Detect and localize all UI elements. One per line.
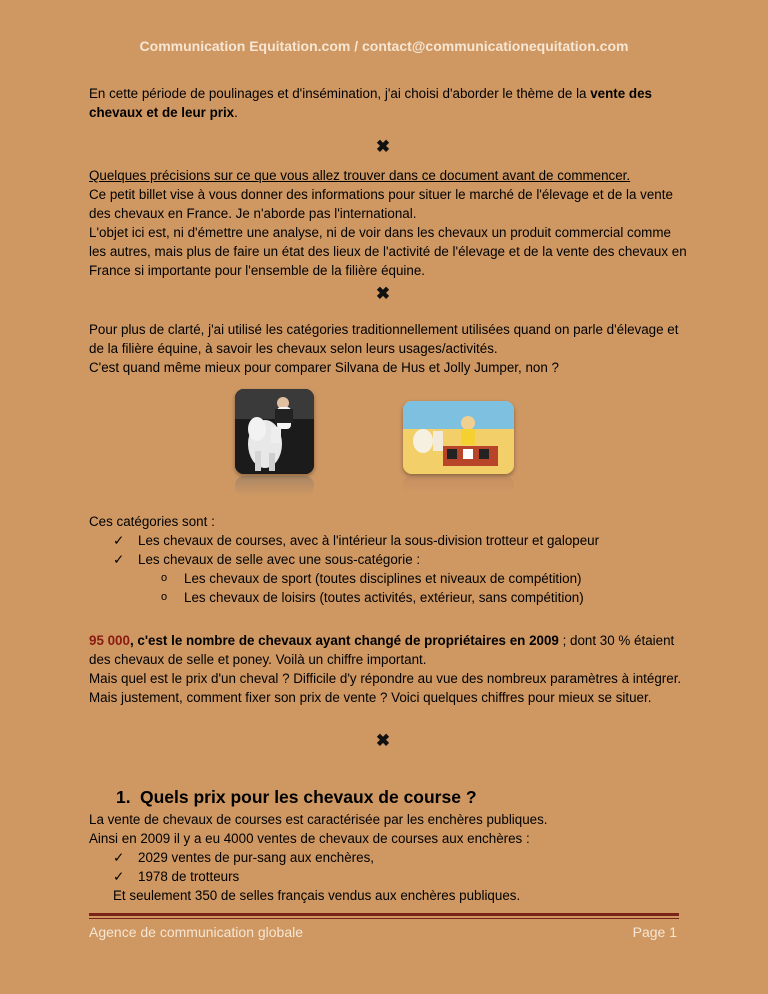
- intro-end: .: [234, 105, 238, 120]
- list-item: ✓ 2029 ventes de pur-sang aux enchères,: [113, 850, 374, 865]
- photo-reflection: [235, 476, 314, 496]
- section-title: Quels prix pour les chevaux de course ?: [140, 787, 477, 807]
- section1-p1: La vente de chevaux de courses est caractérisée par les enchères publiques.: [89, 812, 548, 827]
- checkmark-icon: ✓: [113, 869, 125, 884]
- page-header: Communication Equitation.com / contact@communicationequitation.com: [139, 38, 629, 54]
- clarity-p2: C'est quand même mieux pour comparer Silvana de Hus et Jolly Jumper, non ?: [89, 360, 559, 375]
- footer-page-number: Page 1: [632, 924, 677, 940]
- precisions-heading: Quelques précisions sur ce que vous allez trouver dans ce document avant de commencer.: [89, 168, 631, 183]
- precisions-p2: L'objet ici est, ni d'émettre une analyse, ni de voir dans les chevaux un produit commercial comme les autres, mais plus de faire un état des lieux de l'activité de l'élevage et de la vente des chevaux en France si importante pour l'ensemble de la filière équine.: [89, 225, 687, 278]
- checkmark-icon: ✓: [113, 533, 125, 548]
- stats-section: [89, 631, 689, 707]
- photo-reflection: [403, 476, 514, 494]
- checkmark-icon: ✓: [113, 850, 125, 865]
- categories-list: [89, 531, 689, 569]
- cartoon-photo: [403, 401, 514, 474]
- checkmark-icon: ✓: [113, 552, 125, 567]
- separator-icon: ✖: [375, 731, 391, 750]
- clarity-p1: Pour plus de clarté, j'ai utilisé les catégories traditionnellement utilisées quand on parle d'élevage et de la filière équine, à savoir les chevaux selon leurs usages/activités.: [89, 322, 679, 356]
- section1-p3: Et seulement 350 de selles français vendus aux enchères publiques.: [113, 888, 521, 903]
- footer-agency: Agence de communication globale: [89, 924, 304, 940]
- stats-p1: [89, 631, 689, 669]
- precisions-section: [89, 166, 689, 280]
- clarity-section: [89, 320, 689, 377]
- precisions-p1: Ce petit billet vise à vous donner des informations pour situer le marché de l'élevage et de la vente des chevaux en France. Je n'aborde pas l'international.: [89, 187, 673, 221]
- subcategories-list: [89, 569, 689, 607]
- section1-list: [89, 848, 689, 886]
- sub-bullet-icon: o: [161, 572, 168, 584]
- section1-body: [89, 810, 689, 905]
- cartoon-illustration: [403, 401, 514, 474]
- stats-p2: Mais quel est le prix d'un cheval ? Difficile d'y répondre au vue des nombreux paramètres à intégrer. Mais justement, comment fixer son prix de vente ? Voici quelques chiffres pour mieux se situer.: [89, 671, 682, 705]
- list-item: ✓ 1978 de trotteurs: [113, 869, 240, 884]
- separator-icon: ✖: [375, 284, 391, 303]
- separator-icon: ✖: [375, 137, 391, 156]
- section-heading: [116, 787, 477, 808]
- list-item: ✓ Les chevaux de courses, avec à l'intérieur la sous-division trotteur et galopeur: [113, 533, 600, 548]
- horse-rider-illustration: [235, 389, 314, 474]
- list-item: ✓ Les chevaux de selle avec une sous-catégorie :: [113, 552, 421, 567]
- sub-bullet-icon: o: [161, 591, 168, 603]
- section-number: 1.: [116, 787, 131, 807]
- intro-text: En cette période de poulinages et d'insémination, j'ai choisi d'aborder le thème de la: [89, 86, 591, 101]
- categories-intro: Ces catégories sont :: [89, 514, 215, 529]
- list-item: o Les chevaux de loisirs (toutes activités, extérieur, sans compétition): [161, 590, 584, 605]
- stats-highlight-number: 95 000: [89, 633, 130, 648]
- intro-paragraph: [89, 84, 689, 122]
- show-jumping-photo: [235, 389, 314, 474]
- footer-divider: [89, 918, 679, 919]
- footer-divider: [89, 913, 679, 916]
- intro-bold: vente des chevaux et de leur prix: [89, 86, 652, 120]
- section1-p2: Ainsi en 2009 il y a eu 4000 ventes de chevaux de courses aux enchères :: [89, 831, 530, 846]
- stats-highlight-text: , c'est le nombre de chevaux ayant changé de propriétaires en 2009: [129, 633, 559, 648]
- categories-section: [89, 512, 689, 607]
- list-item: o Les chevaux de sport (toutes disciplines et niveaux de compétition): [161, 571, 582, 586]
- stats-rest: ; dont 30 % étaient des chevaux de selle et poney. Voilà un chiffre important.: [89, 633, 675, 667]
